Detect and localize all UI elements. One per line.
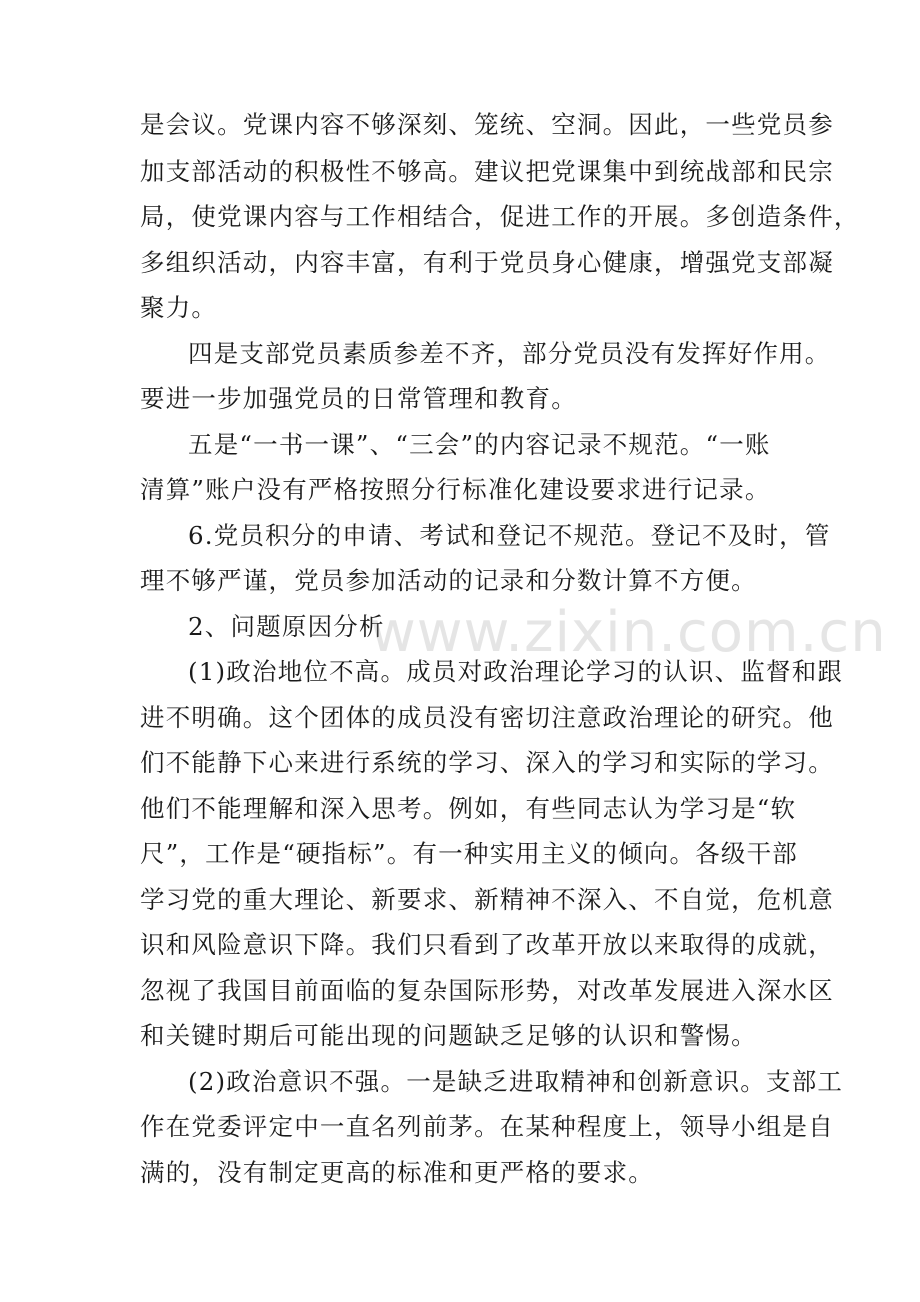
body-text-line: (2)政治意识不强。一是缺乏进取精神和创新意识。支部工 [188, 1067, 844, 1096]
body-text-line: 局，使党课内容与工作相结合，促进工作的开展。多创造条件， [140, 202, 860, 231]
body-text-line: 理不够严谨，党员参加活动的记录和分数计算不方便。 [140, 566, 757, 595]
body-text-line: 聚力。 [140, 293, 218, 322]
body-text-line: 6.党员积分的申请、考试和登记不规范。登记不及时，管 [188, 521, 831, 550]
watermark: www.zixin.com.cn [370, 600, 887, 665]
section-heading: 2、问题原因分析 [188, 612, 385, 641]
body-text-line: 和关键时期后可能出现的问题缺乏足够的认识和警惕。 [140, 1021, 757, 1050]
body-text-line: (1)政治地位不高。成员对政治理论学习的认识、监督和跟 [188, 657, 844, 686]
body-text-line: 是会议。党课内容不够深刻、笼统、空洞。因此，一些党员参 [140, 110, 834, 139]
body-text-line: 五是“一书一课”、“三会”的内容记录不规范。“一账 [188, 430, 771, 459]
body-text-line: 四是支部党员素质参差不齐，部分党员没有发挥好作用。 [188, 339, 831, 368]
body-text-line: 要进一步加强党员的日常管理和教育。 [140, 384, 577, 413]
body-text-line: 识和风险意识下降。我们只看到了改革开放以来取得的成就， [140, 930, 834, 959]
body-text-line: 多组织活动，内容丰富，有利于党员身心健康，增强党支部凝 [140, 248, 834, 277]
body-text-line: 尺”，工作是“硬指标”。有一种实用主义的倾向。各级干部 [140, 839, 798, 868]
body-text-line: 们不能静下心来进行系统的学习、深入的学习和实际的学习。 [140, 748, 834, 777]
body-text-line: 加支部活动的积极性不够高。建议把党课集中到统战部和民宗 [140, 157, 834, 186]
body-text-line: 忽视了我国目前面临的复杂国际形势，对改革发展进入深水区 [140, 976, 834, 1005]
body-text-line: 清算”账户没有严格按照分行标准化建设要求进行记录。 [140, 475, 771, 504]
body-text-line: 学习党的重大理论、新要求、新精神不深入、不自觉，危机意 [140, 885, 834, 914]
body-text-line: 作在党委评定中一直名列前茅。在某种程度上，领导小组是自 [140, 1112, 834, 1141]
body-text-line: 进不明确。这个团体的成员没有密切注意政治理论的研究。他 [140, 703, 834, 732]
body-text-line: 满的，没有制定更高的标准和更严格的要求。 [140, 1158, 654, 1187]
body-text-line: 他们不能理解和深入思考。例如，有些同志认为学习是“软 [140, 794, 797, 823]
